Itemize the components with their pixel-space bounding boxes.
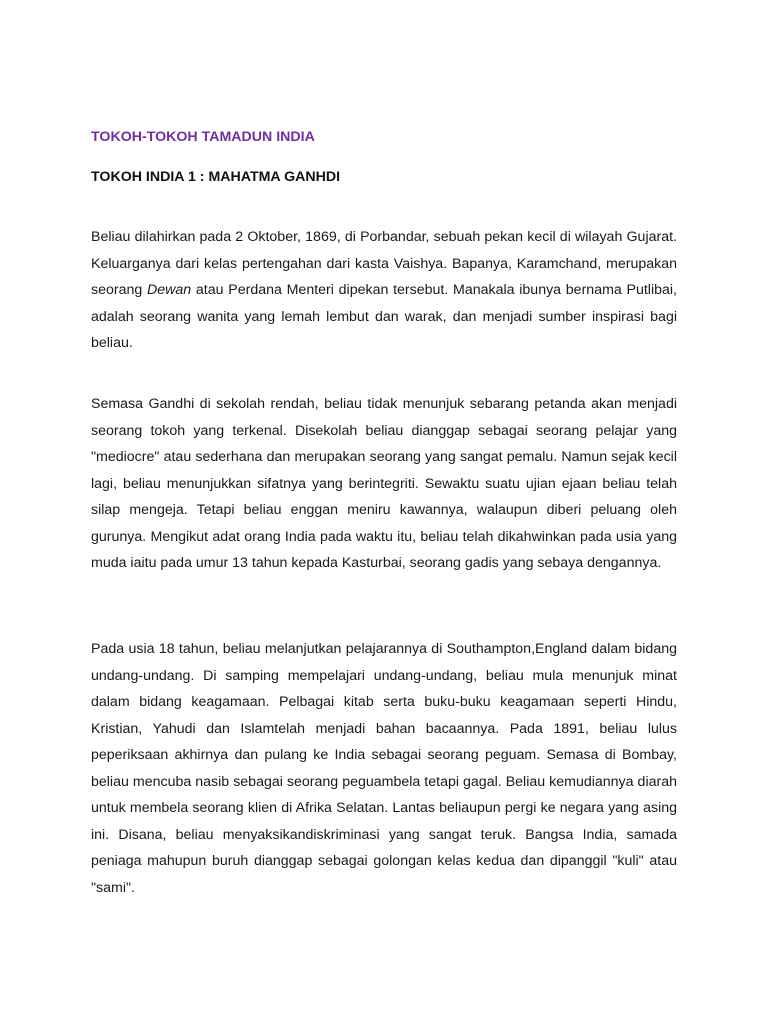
section-heading: TOKOH INDIA 1 : MAHATMA GANHDI bbox=[91, 169, 341, 185]
document-title: TOKOH-TOKOH TAMADUN INDIA bbox=[91, 129, 315, 145]
paragraph-birth bbox=[91, 224, 677, 357]
italic-term-dewan: Dewan bbox=[147, 282, 192, 298]
paragraph-birth-text-start: Beliau dilahirkan pada 2 Oktober, 1869, di Porbandar, sebuah pekan kecil di wilayah Gujarat. Keluarganya dari kelas pertengahan dari kasta Vaishya. Bapanya, Karamchand, merupakan seorang bbox=[91, 229, 677, 298]
paragraph-birth-text-end: atau Perdana Menteri dipekan tersebut. Manakala ibunya bernama Putlibai, adalah seorang wanita yang lemah lembut dan warak, dan menjadi sumber inspirasi bagi beliau. bbox=[91, 282, 677, 351]
paragraph-law-study: Pada usia 18 tahun, beliau melanjutkan pelajarannya di Southampton,England dalam bidang undang-undang. Di samping mempelajari undang-undang, beliau mula menunjuk minat dalam bidang keagamaan. Pelbagai kitab serta buku-buku keagamaan seperti Hindu, Kristian, Yahudi dan Islamtelah menjadi bahan bacaannya. Pada 1891, beliau lulus peperiksaan akhirnya dan pulang ke India sebagai seorang peguam. Semasa di Bombay, beliau mencuba nasib sebagai seorang peguambela tetapi gagal. Beliau kemudiannya diarah untuk membela seorang klien di Afrika Selatan. Lantas beliaupun pergi ke negara yang asing ini. Disana, beliau menyaksikandiskriminasi yang sangat teruk. Bangsa India, samada peniaga mahupun buruh dianggap sebagai golongan kelas kedua dan dipanggil "kuli" atau "sami". bbox=[91, 641, 677, 896]
paragraph-school: Semasa Gandhi di sekolah rendah, beliau tidak menunjuk sebarang petanda akan menjadi seorang tokoh yang terkenal. Disekolah beliau dianggap sebagai seorang pelajar yang "mediocre" atau sederhana dan merupakan seorang yang sangat pemalu. Namun sejak kecil lagi, beliau menunjukkan sifatnya yang berintegriti. Sewaktu suatu ujian ejaan beliau telah silap mengeja. Tetapi beliau enggan meniru kawannya, walaupun diberi peluang oleh gurunya. Mengikut adat orang India pada waktu itu, beliau telah dikahwinkan pada usia yang muda iaitu pada umur 13 tahun kepada Kasturbai, seorang gadis yang sebaya dengannya. bbox=[91, 396, 677, 571]
